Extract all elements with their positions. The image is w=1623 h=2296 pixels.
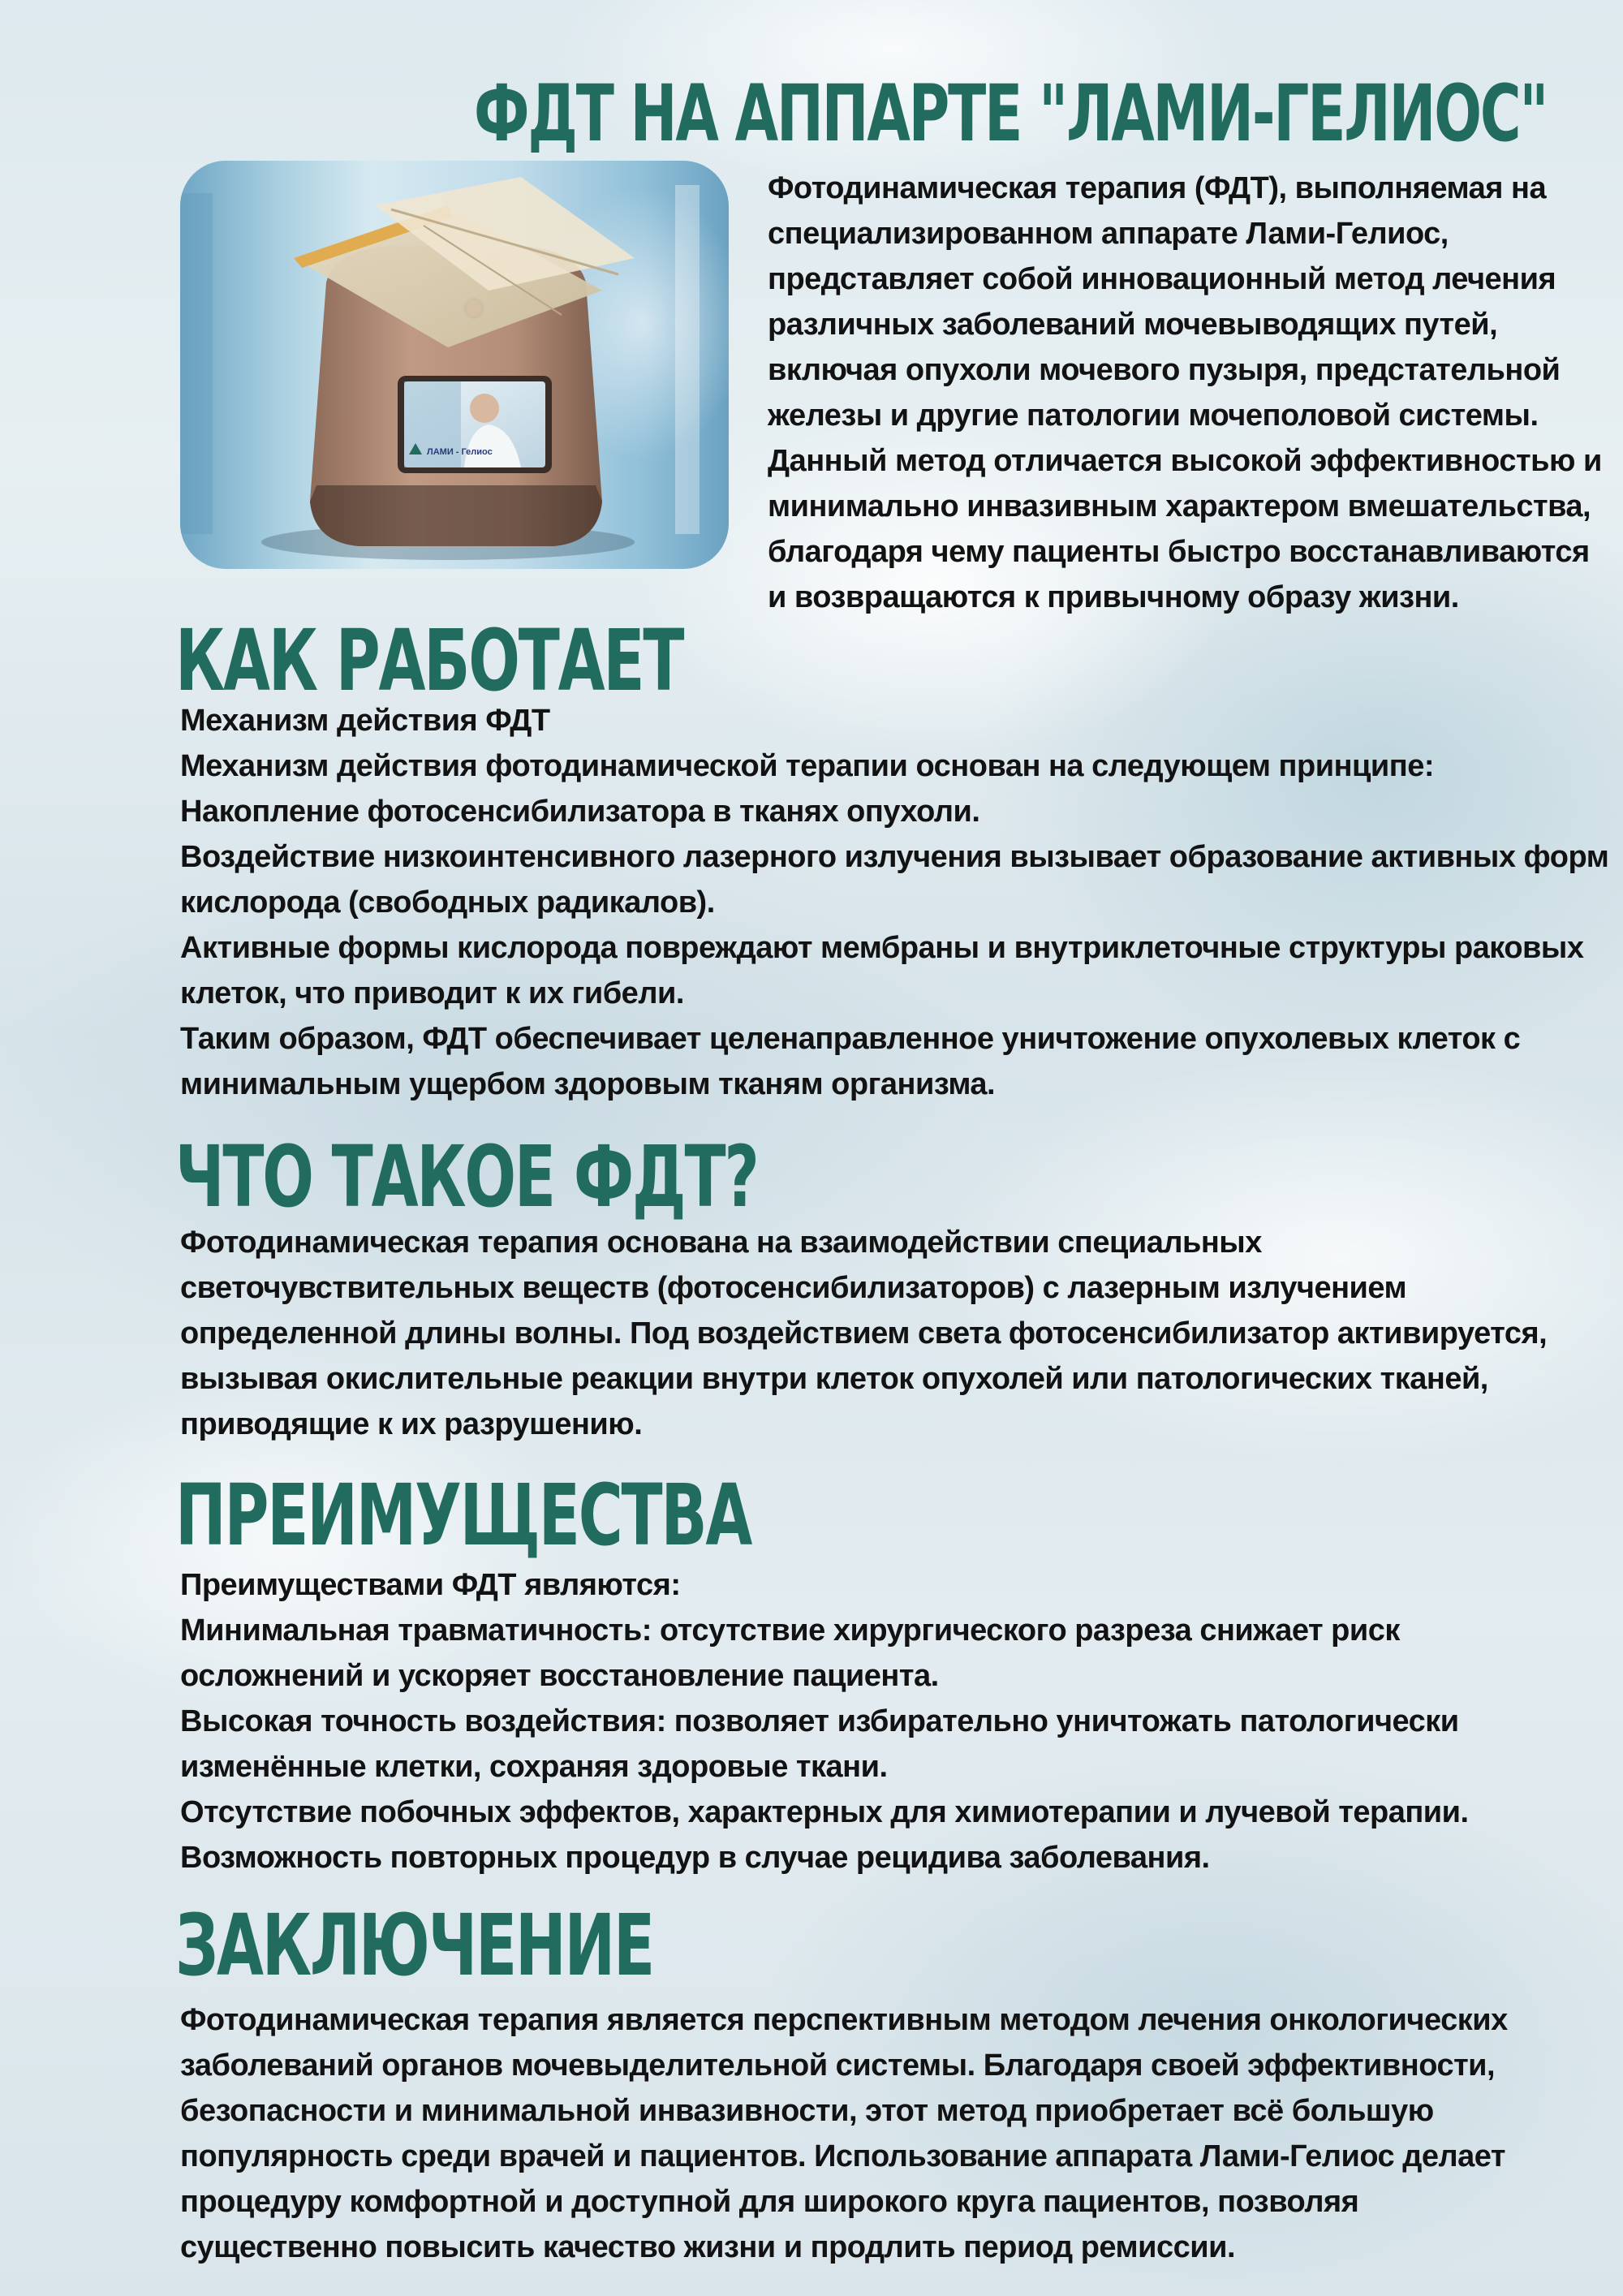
text-line: изменённые клетки, сохраняя здоровые ткани. bbox=[180, 1750, 888, 1784]
text-line: минимальным ущербом здоровым тканям организма. bbox=[180, 1067, 996, 1101]
text-line: Фотодинамическая терапия основана на взаимодействии специальных bbox=[180, 1226, 1262, 1260]
intro-line: различных заболеваний мочевыводящих путей, bbox=[768, 308, 1498, 342]
text-line: процедуру комфортной и доступной для широкого круга пациентов, позволяя bbox=[180, 2185, 1359, 2219]
device-photo bbox=[180, 161, 729, 569]
text-line: безопасности и минимальной инвазивности, этот метод приобретает всё большую bbox=[180, 2094, 1434, 2128]
section-body-advantages bbox=[180, 1562, 1469, 1880]
device-screen-label: ЛАМИ - Гелиос bbox=[427, 447, 493, 457]
page-title: ФДТ НА АППАРТЕ "ЛАМИ-ГЕЛИОС" bbox=[474, 68, 1548, 159]
intro-line: и возвращаются к привычному образу жизни. bbox=[768, 580, 1459, 614]
intro-line: железы и другие патологии мочеполовой системы. bbox=[768, 398, 1539, 433]
intro-paragraph bbox=[768, 166, 1602, 620]
intro-line: Фотодинамическая терапия (ФДТ), выполняемая на bbox=[768, 171, 1547, 205]
text-line: Преимуществами ФДТ являются: bbox=[180, 1568, 681, 1602]
text-line: Возможность повторных процедур в случае рецидива заболевания. bbox=[180, 1841, 1210, 1875]
text-line: Минимальная травматичность: отсутствие хирургического разреза снижает риск bbox=[180, 1613, 1400, 1648]
intro-line: Данный метод отличается высокой эффективностью и bbox=[768, 444, 1602, 478]
lami-gelios-device-illustration bbox=[180, 161, 729, 569]
text-line: Отсутствие побочных эффектов, характерных для химиотерапии и лучевой терапии. bbox=[180, 1795, 1469, 1829]
section-body-conclusion bbox=[180, 1997, 1508, 2270]
text-line: существенно повысить качество жизни и продлить период ремиссии. bbox=[180, 2230, 1236, 2264]
section-title-advantages: ПРЕИМУЩЕСТВА bbox=[175, 1466, 751, 1565]
text-line: вызывая окислительные реакции внутри клеток опухолей или патологических тканей, bbox=[180, 1362, 1488, 1396]
intro-line: специализированном аппарате Лами-Гелиос, bbox=[768, 217, 1449, 251]
text-line: осложнений и ускоряет восстановление пациента. bbox=[180, 1659, 939, 1693]
text-line: приводящие к их разрушению. bbox=[180, 1407, 643, 1441]
text-line: Механизм действия фотодинамической терапии основан на следующем принципе: bbox=[180, 749, 1434, 783]
section-title-what-is-pdt: ЧТО ТАКОЕ ФДТ? bbox=[175, 1127, 758, 1226]
text-line: популярность среди врачей и пациентов. Использование аппарата Лами-Гелиос делает bbox=[180, 2139, 1506, 2173]
text-line: Фотодинамическая терапия является перспективным методом лечения онкологических bbox=[180, 2003, 1508, 2037]
text-line: светочувствительных веществ (фотосенсибилизаторов) с лазерным излучением bbox=[180, 1271, 1407, 1305]
section-body-what-is-pdt bbox=[180, 1220, 1547, 1447]
text-line: Активные формы кислорода повреждают мембраны и внутриклеточные структуры раковых bbox=[180, 931, 1584, 965]
text-line: Механизм действия ФДТ bbox=[180, 704, 550, 738]
text-line: клеток, что приводит к их гибели. bbox=[180, 976, 684, 1010]
intro-line: благодаря чему пациенты быстро восстанавливаются bbox=[768, 535, 1590, 569]
text-line: Таким образом, ФДТ обеспечивает целенаправленное уничтожение опухолевых клеток с bbox=[180, 1022, 1521, 1056]
section-title-conclusion: ЗАКЛЮЧЕНИЕ bbox=[175, 1896, 653, 1995]
text-line: Воздействие низкоинтенсивного лазерного излучения вызывает образование активных форм bbox=[180, 840, 1609, 874]
section-body-how-it-works bbox=[180, 698, 1608, 1107]
text-line: заболеваний органов мочевыделительной системы. Благодаря своей эффективности, bbox=[180, 2048, 1496, 2083]
intro-line: представляет собой инновационный метод лечения bbox=[768, 262, 1556, 296]
intro-line: минимально инвазивным характером вмешательства, bbox=[768, 489, 1591, 523]
text-line: Высокая точность воздействия: позволяет избирательно уничтожать патологически bbox=[180, 1704, 1459, 1738]
intro-line: включая опухоли мочевого пузыря, предстательной bbox=[768, 353, 1561, 387]
text-line: определенной длины волны. Под воздействием света фотосенсибилизатор активируется, bbox=[180, 1316, 1548, 1350]
text-line: Накопление фотосенсибилизатора в тканях опухоли. bbox=[180, 795, 980, 829]
text-line: кислорода (свободных радикалов). bbox=[180, 885, 715, 920]
section-title-how-it-works: КАК РАБОТАЕТ bbox=[175, 611, 683, 710]
